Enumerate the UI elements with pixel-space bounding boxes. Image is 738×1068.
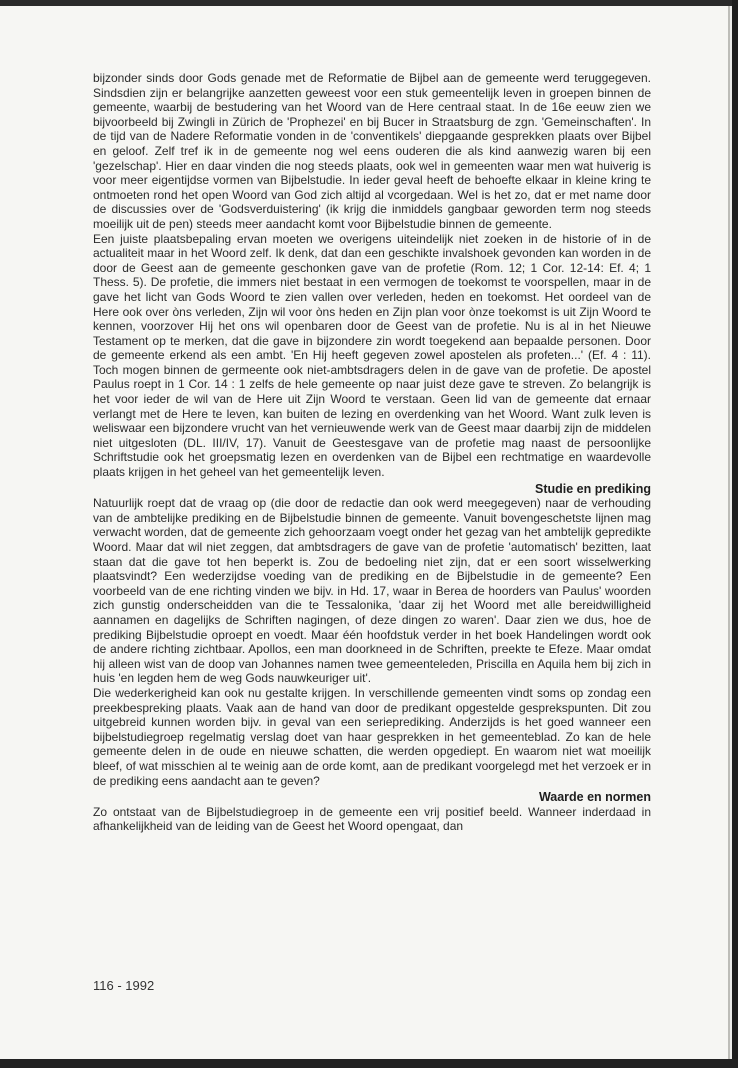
paragraph: Die wederkerigheid kan ook nu gestalte krijgen. In verschillende gemeenten vindt soms op zondag een preekbespreking plaats. Vaak aan de hand van door de predikant opgestelde gesprekspunten. Dit zou uitgebreid kunnen worden bijv. in geval van een serieprediking. Anderzijds is het goed wanneer een bijbelstudiegroep regelmatig verslag doet van haar gesprekken in het gemeenteblad. Zo kan de hele gemeente delen in de oude en nieuwe schatten, die werden opgediept. En waarom niet wat moeilijk bleef, of wat misschien al te weinig aan de orde komt, aan de predikant voorgelegd met het verzoek er in de prediking eens aandacht aan te geven? [93,685,651,788]
paragraph: Een juiste plaatsbepaling ervan moeten we overigens uiteindelijk niet zoeken in de historie of in de actualiteit maar in het Woord zelf. Ik denk, dat dan een geschikte invalshoek gevonden kan worden in de door de Geest aan de gemeente geschonken gave van de profetie (Rom. 12; 1 Cor. 12-14: Ef. 4; 1 Thess. 5). De profetie, die immers niet bestaat in een vermogen de toekomst te voorspellen, maar in de gave het licht van Gods Woord te zien vallen over verleden, heden en toekomst. Het oordeel van de Here ook over òns verleden, Zijn wil voor òns heden en Zijn plan voor ònze toekomst is uit Zijn Woord te kennen, voorzover Hij het ons wil openbaren door de Geest van de profetie. Nu is al in het Nieuwe Testament op te merken, dat die gave in bijzondere zin wordt toegekend aan bepaalde personen. Door de gemeente erkend als een ambt. 'En Hij heeft gegeven zowel apostelen als profeten...' (Ef. 4 : 11). Toch mogen binnen de germeente ook niet-ambtsdragers delen in de gave van de profetie. De apostel Paulus roept in 1 Cor. 14 : 1 zelfs de hele gemeente op naar juist deze gave te streven. Zo belangrijk is het voor ieder de wil van de Here uit Zijn Woord te verstaan. Geen lid van de gemeente dat ernaar verlangt met de Here te leven, kan buiten de lezing en overdenking van het Woord. Want zulk leven is weliswaar een bijzondere vrucht van het vernieuwende werk van de Geest maar daarbij zijn de middelen niet uitgesloten (DL. III/IV, 17). Vanuit de Geestesgave van de profetie mag naast de persoonlijke Schriftstudie ook het groepsmatig lezen en overdenken van de Bijbel een rechtmatige en waardevolle plaats krijgen in het geheel van het gemeentelijk leven. [93,231,651,480]
paragraph: bijzonder sinds door Gods genade met de Reformatie de Bijbel aan de gemeente werd teruggegeven. Sindsdien zijn er belangrijke aanzetten geweest voor een stuk gemeentelijk leven in groepen binnen de gemeente, waarbij de bestudering van het Woord van de Here centraal staat. In de 16e eeuw zien we bijvoorbeeld bij Zwingli in Zürich de 'Prophezei' en bij Bucer in Straatsburg de zgn. 'Gemeinschaften'. In de tijd van de Nadere Reformatie vonden in de 'conventikels' diepgaande gesprekken plaats over Bijbel en geloof. Zelf tref ik in de gemeente nog wel eens ouderen die als kind aanwezig waren bij een 'gezelschap'. Hier en daar vinden die nog steeds plaats, ook wel in gemeenten waar men wat huiverig is voor meer eigentijdse vormen van Bijbelstudie. In ieder geval heeft de behoefte elkaar in kleine kring te ontmoeten rond het open Woord van God zich altijd al vcorgedaan. Wel is het zo, dat er met name door de discussies over de 'Godsverduistering' (ik krijg die inmiddels gangbaar geworden term nog steeds moeilijk uit de pen) steeds meer aandacht komt voor Bijbelstudie binnen de gemeente. [93,71,651,231]
document-page [0,6,730,1059]
page-number: 116 - 1992 [93,978,155,993]
paragraph: Zo ontstaat van de Bijbelstudiegroep in de gemeente een vrij positief beeld. Wanneer inderdaad in afhankelijkheid van de leiding van de Geest het Woord opengaat, dan [93,804,651,834]
paragraph: Natuurlijk roept dat de vraag op (die door de redactie dan ook werd meegegeven) naar de verhouding van de ambtelijke prediking en de Bijbelstudie binnen de gemeente. Vanuit bovengeschetste lijnen mag verwacht worden, dat de gemeente zich gehoorzaam voegt onder het gezag van het ambtelijk gepredikte Woord. Maar dat wil niet zeggen, dat ambtsdragers de gave van de profetie 'automatisch' bezitten, laat staan dat die gave tot hen beperkt is. Zou de bedoeling niet zijn, dat er een soort wisselwerking plaatsvindt? Een wederzijdse voeding van de prediking en de Bijbelstudie in de gemeente? Een voorbeeld van de ene richting vinden we bijv. in Hd. 17, waar in Berea de hoorders van Paulus' woorden zich gunstig onderscheidden van die te Tessalonika, 'daar zij het Woord met alle bereidwilligheid aannamen en dagelijks de Schriften nagingen, of deze dingen zo waren'. Daar zien we dus, hoe de prediking Bijbelstudie oproept en voedt. Maar één hoofdstuk verder in het boek Handelingen wordt ook de andere richting zichtbaar. Apollos, een man doorkneed in de Schriften, preekte te Efeze. Maar omdat hij alleen wist van de doop van Johannes namen twee gemeenteleden, Priscilla en Aquila hem bij zich in huis 'en legden hem de weg Gods nauwkeuriger uit'. [93,496,651,686]
scan-edge-bottom [0,1059,738,1068]
scan-edge-right [732,0,738,1068]
article-body [93,71,651,834]
section-heading-studie-en-prediking: Studie en prediking [535,481,651,496]
section-heading-waarde-en-normen: Waarde en normen [538,790,651,805]
